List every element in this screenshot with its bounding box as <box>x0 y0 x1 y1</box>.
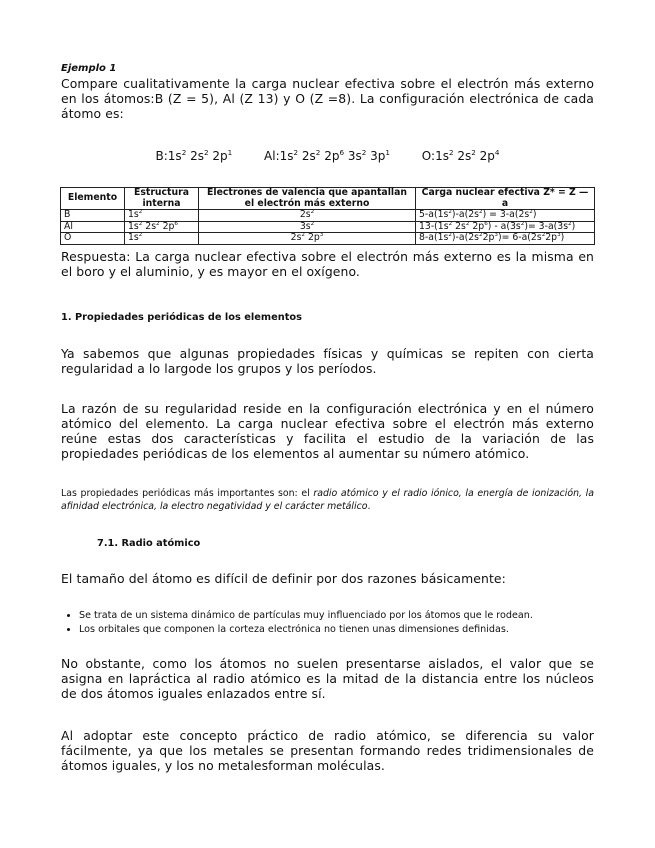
paragraph-regularidad: Ya sabemos que algunas propiedades físicas y químicas se repiten con cierta regularidad a lo largode los grupos y los períodos. <box>61 346 594 376</box>
cell-electrones: $3s^2$ <box>199 221 416 233</box>
electron-configurations <box>61 149 594 163</box>
table-row <box>61 210 595 222</box>
bullet-list <box>61 609 612 637</box>
example-answer: Respuesta: La carga nuclear efectiva sobre el electrón más externo es la misma en el boro y el aluminio, y es mayor en el oxígeno. <box>61 249 594 279</box>
table-header-row <box>61 188 595 210</box>
cell-electrones: $2s^2$ $2p^3$ <box>199 233 416 245</box>
example-intro: Compare cualitativamente la carga nuclear efectiva sobre el electrón más externo en los átomos:B (Z = 5), Al (Z 13) y O (Z =8). La configuración electrónica de cada átomo es: <box>61 76 594 121</box>
cell-carga: $8-a(1s^2)-a(2s^22p^3)= 6-a(2s^22p^3)$ <box>416 233 595 245</box>
cell-estructura: $1s^2$ $2s^2$ $2p^6$ <box>125 221 199 233</box>
paragraph-tamano: El tamaño del átomo es difícil de definir por dos razones básicamente: <box>61 571 506 586</box>
config-al: $Al:1s^2$ $2s^2$ $2p^6$ $3s^2$ $3p^1$ <box>264 148 390 163</box>
effective-charge-table-wrap <box>60 187 593 245</box>
table-row <box>61 233 595 245</box>
cell-carga: $5-a(1s^2)-a(2s^2) = 3-a(2s^2)$ <box>416 210 595 222</box>
cell-electrones: $2s^2$ <box>199 210 416 222</box>
list-item: • Se trata de un sistema dinámico de partículas muy influenciado por los átomos que le rodean. <box>79 609 612 623</box>
paragraph-concepto-practico: Al adoptar este concepto práctico de radio atómico, se diferencia su valor fácilmente, ya que los metales se presentan formando redes tridimensionales de átomos iguales, y los no metalesforman moléculas. <box>61 728 594 773</box>
header-electrones: Electrones de valencia que apantallan el electrón más externo <box>199 188 416 210</box>
table-row <box>61 221 595 233</box>
config-o: $O:1s^2$ $2s^2$ $2p^4$ <box>421 148 500 163</box>
cell-elemento: B <box>61 210 125 222</box>
header-carga: Carga nuclear efectiva Z* = Z — a <box>416 188 595 210</box>
paragraph-no-obstante: No obstante, como los átomos no suelen presentarse aislados, el valor que se asigna en lapráctica al radio atómico es la mitad de la distancia entre los núcleos de dos átomos iguales enlazados entre sí. <box>61 656 594 701</box>
cell-carga: $13-(1s^2$ $2s^2$ $2p^6) - a(3s^2)= 3-a(3s^2)$ <box>416 221 595 233</box>
config-b: $B:1s^2$ $2s^2$ $2p^1$ <box>155 148 233 163</box>
cell-estructura: $1s^2$ <box>125 233 199 245</box>
cell-elemento: O <box>61 233 125 245</box>
paragraph-razon: La razón de su regularidad reside en la configuración electrónica y en el número atómico del elemento. La carga nuclear efectiva sobre el electrón más externo reúne estas dos características y facilita el estudio de la variación de las propiedades periódicas de los elementos al aumentar su número atómico. <box>61 401 594 461</box>
section-heading-propiedades: 1. Propiedades periódicas de los elementos <box>61 312 302 323</box>
cell-estructura: $1s^2$ <box>125 210 199 222</box>
section-heading-radio-atomico: 7.1. Radio atómico <box>97 538 201 549</box>
header-estructura: Estructura interna <box>125 188 199 210</box>
cell-elemento: Al <box>61 221 125 233</box>
header-elemento: Elemento <box>61 188 125 210</box>
paragraph-propiedades-importantes: Las propiedades periódicas más importantes son: el radio atómico y el radio iónico, la energía de ionización, la afinidad electrónica, la electro negatividad y el carácter metálico. <box>61 488 594 512</box>
list-item: • Los orbitales que componen la corteza electrónica no tienen unas dimensiones definidas. <box>79 623 612 637</box>
example-title: Ejemplo 1 <box>61 63 117 74</box>
effective-charge-table <box>60 187 595 245</box>
